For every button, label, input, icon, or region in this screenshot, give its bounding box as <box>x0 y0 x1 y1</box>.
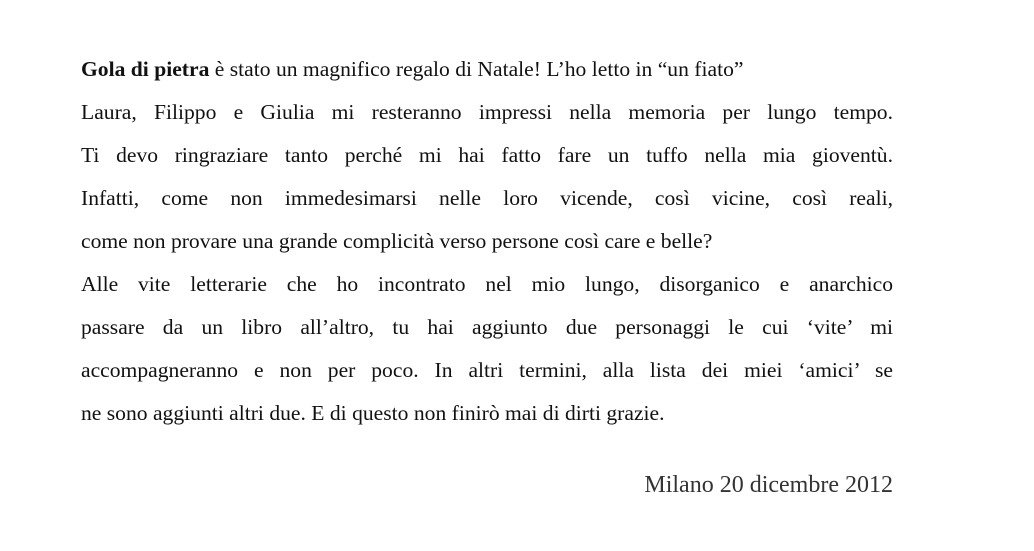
book-title: Gola di pietra <box>81 57 210 81</box>
letter-line-2: Laura, Filippo e Giulia mi resteranno impressi nella memoria per lungo tempo. <box>81 100 893 124</box>
letter-line-5: come non provare una grande complicità verso persone così care e belle? <box>81 229 713 253</box>
letter-line-8: accompagneranno e non per poco. In altri termini, alla lista dei miei ‘amici’ se <box>81 358 893 382</box>
letter-line-3: Ti devo ringraziare tanto perché mi hai fatto fare un tuffo nella mia gioventù. <box>81 143 893 167</box>
signature-date: Milano 20 dicembre 2012 <box>644 472 893 498</box>
letter-line-6: Alle vite letterarie che ho incontrato nel mio lungo, disorganico e anarchico <box>81 272 893 296</box>
letter-line-7: passare da un libro all’altro, tu hai aggiunto due personaggi le cui ‘vite’ mi <box>81 315 893 339</box>
letter-line-1 <box>81 48 893 91</box>
letter-line-1-text: è stato un magnifico regalo di Natale! L’ho letto in “un fiato” <box>209 57 744 81</box>
letter-line-4: Infatti, come non immedesimarsi nelle loro vicende, così vicine, così reali, <box>81 186 893 210</box>
letter-body <box>81 48 893 435</box>
letter-line-9: ne sono aggiunti altri due. E di questo non finirò mai di dirti grazie. <box>81 401 665 425</box>
